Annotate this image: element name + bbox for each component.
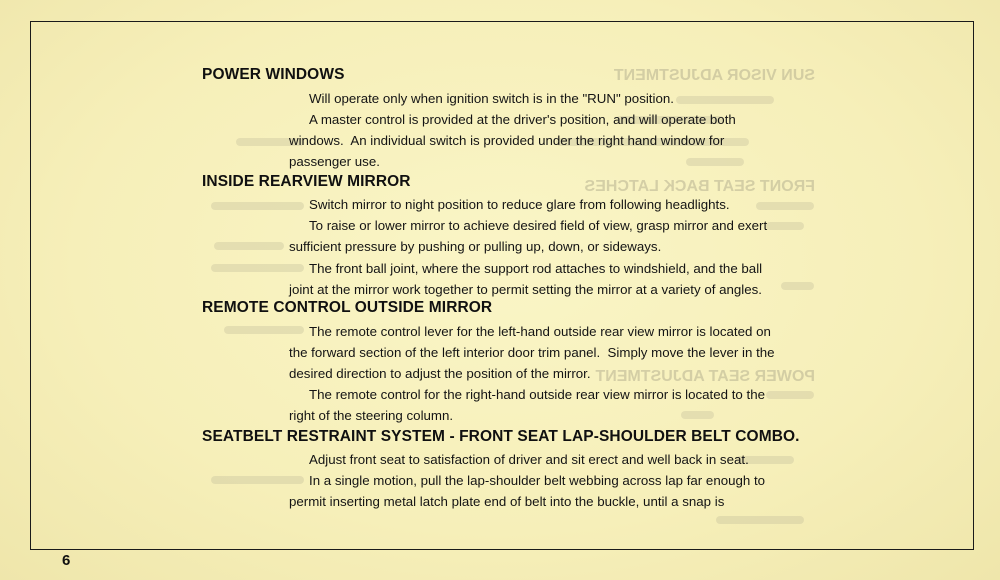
outside-mirror-line-2: the forward section of the left interior door trim panel. Simply move the lever in the xyxy=(289,345,775,360)
seatbelt-line-3: permit inserting metal latch plate end of belt into the buckle, until a snap is xyxy=(289,494,725,509)
svg-text:POWER SEAT ADJUSTMENT: POWER SEAT ADJUSTMENT xyxy=(595,368,815,385)
heading-seatbelt-restraint-system: SEATBELT RESTRAINT SYSTEM - FRONT SEAT LAP-SHOULDER BELT COMBO. xyxy=(202,428,800,445)
heading-remote-control-outside-mirror: REMOTE CONTROL OUTSIDE MIRROR xyxy=(202,299,493,316)
rearview-mirror-line-4: The front ball joint, where the support rod attaches to windshield, and the ball xyxy=(309,261,763,276)
power-windows-line-2: A master control is provided at the driver's position, and will operate both xyxy=(309,112,736,127)
rearview-mirror-line-3: sufficient pressure by pushing or pulling up, down, or sideways. xyxy=(289,239,662,254)
rearview-mirror-line-2: To raise or lower mirror to achieve desired field of view, grasp mirror and exert xyxy=(309,218,768,233)
seatbelt-line-2: In a single motion, pull the lap-shoulder belt webbing across lap far enough to xyxy=(309,473,766,488)
svg-text:SUN VISOR ADJUSTMENT: SUN VISOR ADJUSTMENT xyxy=(613,67,815,84)
rearview-mirror-line-5: joint at the mirror work together to permit setting the mirror at a variety of angles. xyxy=(289,282,762,297)
page-number: 6 xyxy=(62,552,71,569)
power-windows-line-4: passenger use. xyxy=(289,154,380,169)
power-windows-line-3: windows. An individual switch is provided under the right hand window for xyxy=(289,133,725,148)
heading-power-windows: POWER WINDOWS xyxy=(202,66,345,83)
outside-mirror-line-5: right of the steering column. xyxy=(289,408,454,423)
outside-mirror-line-4: The remote control for the right-hand outside rear view mirror is located to the xyxy=(309,387,765,402)
heading-inside-rearview-mirror: INSIDE REARVIEW MIRROR xyxy=(202,173,411,190)
svg-text:FRONT SEAT BACK LATCHES: FRONT SEAT BACK LATCHES xyxy=(584,178,815,195)
outside-mirror-line-3: desired direction to adjust the position of the mirror. xyxy=(289,366,591,381)
seatbelt-line-1: Adjust front seat to satisfaction of driver and sit erect and well back in seat. xyxy=(309,452,749,467)
outside-mirror-line-1: The remote control lever for the left-hand outside rear view mirror is located on xyxy=(309,324,771,339)
power-windows-line-1: Will operate only when ignition switch is in the "RUN" position. xyxy=(309,91,674,106)
rearview-mirror-line-1: Switch mirror to night position to reduce glare from following headlights. xyxy=(309,197,730,212)
